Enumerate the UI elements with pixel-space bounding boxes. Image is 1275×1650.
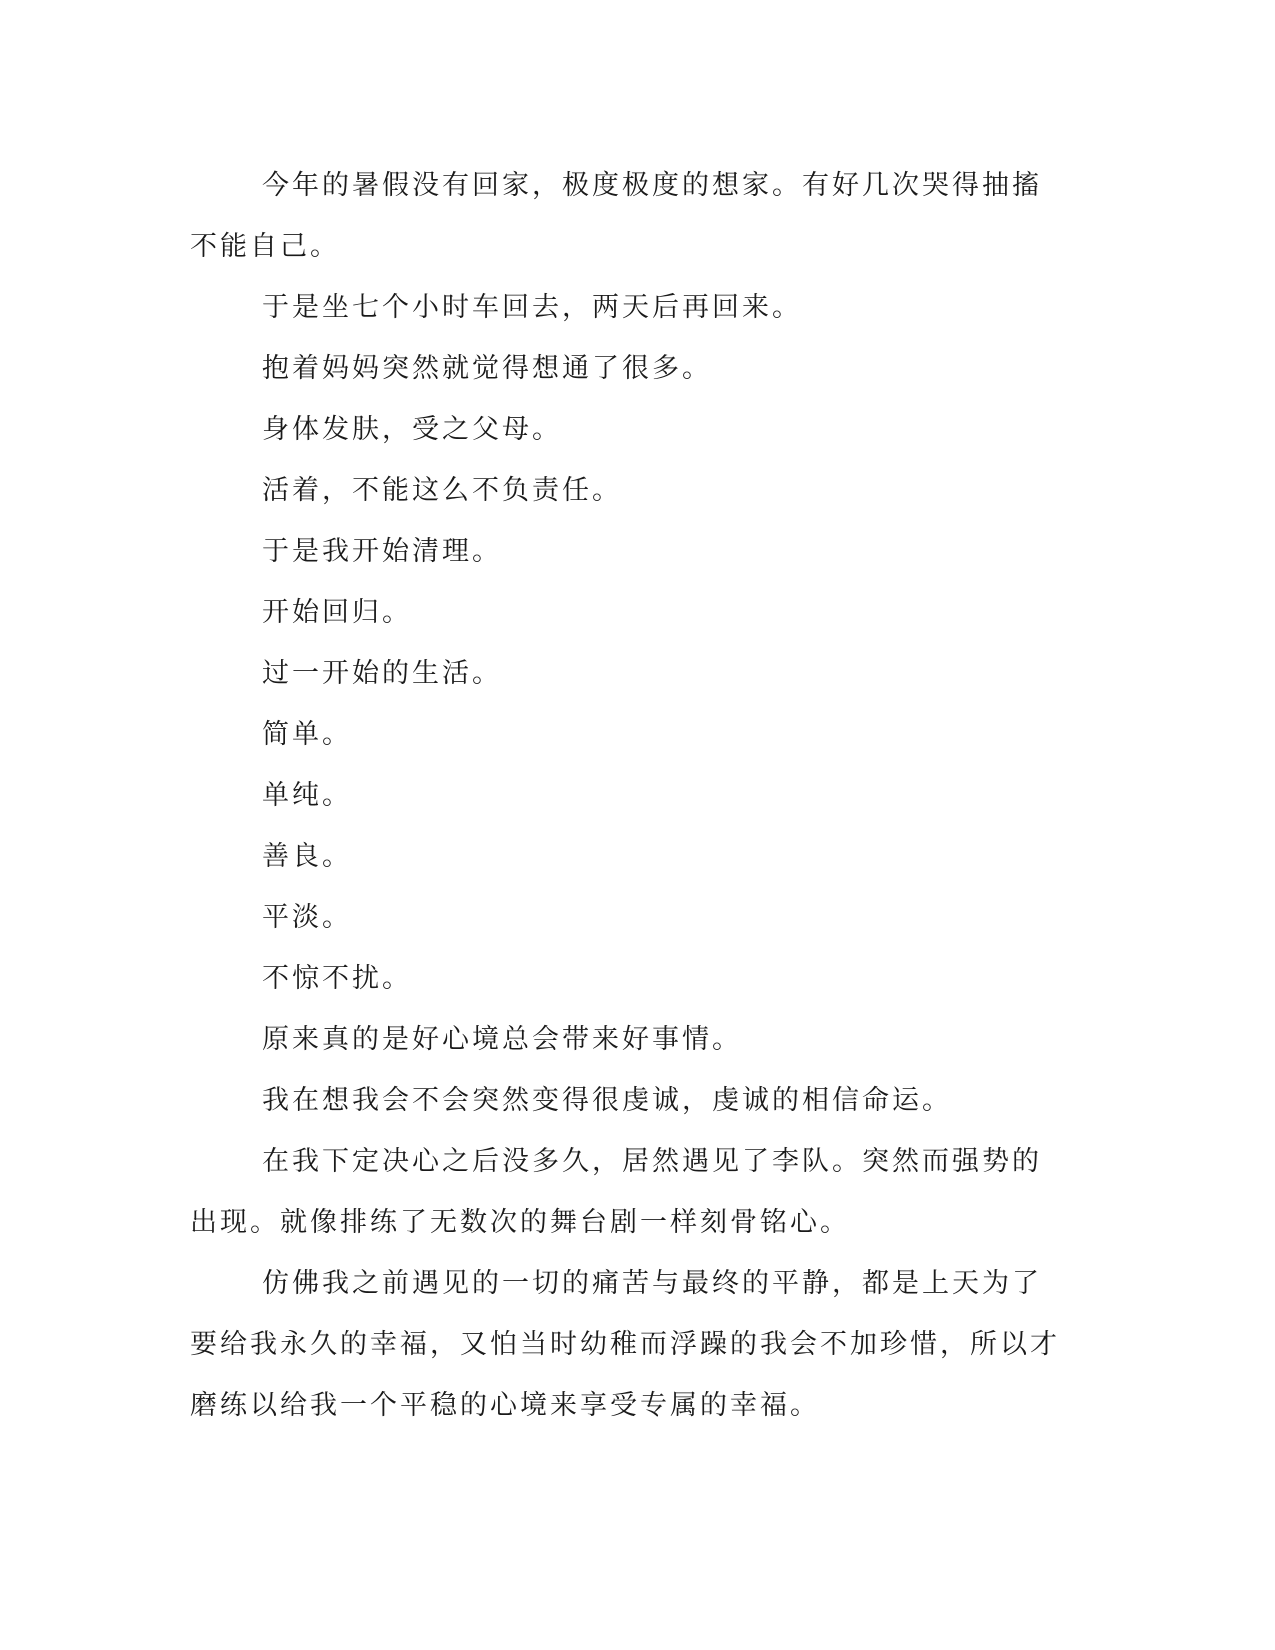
paragraph: 过一开始的生活。 — [262, 658, 502, 689]
paragraph: 不惊不扰。 — [262, 963, 412, 994]
paragraph: 简单。 — [262, 719, 352, 750]
paragraph: 我在想我会不会突然变得很虔诚，虔诚的相信命运。 — [262, 1085, 952, 1116]
document-body — [190, 155, 1070, 1436]
paragraph: 善良。 — [262, 841, 352, 872]
paragraph: 开始回归。 — [262, 597, 412, 628]
paragraph: 抱着妈妈突然就觉得想通了很多。 — [262, 353, 712, 384]
paragraph: 单纯。 — [262, 780, 352, 811]
paragraph: 于是我开始清理。 — [262, 536, 502, 567]
paragraph: 原来真的是好心境总会带来好事情。 — [262, 1024, 742, 1055]
paragraph: 仿佛我之前遇见的一切的痛苦与最终的平静，都是上天为了要给我永久的幸福，又怕当时幼稚而浮躁的我会不加珍惜，所以才磨练以给我一个平稳的心境来享受专属的幸福。 — [190, 1268, 1060, 1421]
paragraph: 活着，不能这么不负责任。 — [262, 475, 622, 506]
paragraph: 在我下定决心之后没多久，居然遇见了李队。突然而强势的出现。就像排练了无数次的舞台剧一样刻骨铭心。 — [190, 1146, 1042, 1238]
paragraph: 今年的暑假没有回家，极度极度的想家。有好几次哭得抽搐不能自己。 — [190, 170, 1042, 262]
paragraph: 于是坐七个小时车回去，两天后再回来。 — [262, 292, 802, 323]
paragraph: 身体发肤，受之父母。 — [262, 414, 562, 445]
paragraph: 平淡。 — [262, 902, 352, 933]
